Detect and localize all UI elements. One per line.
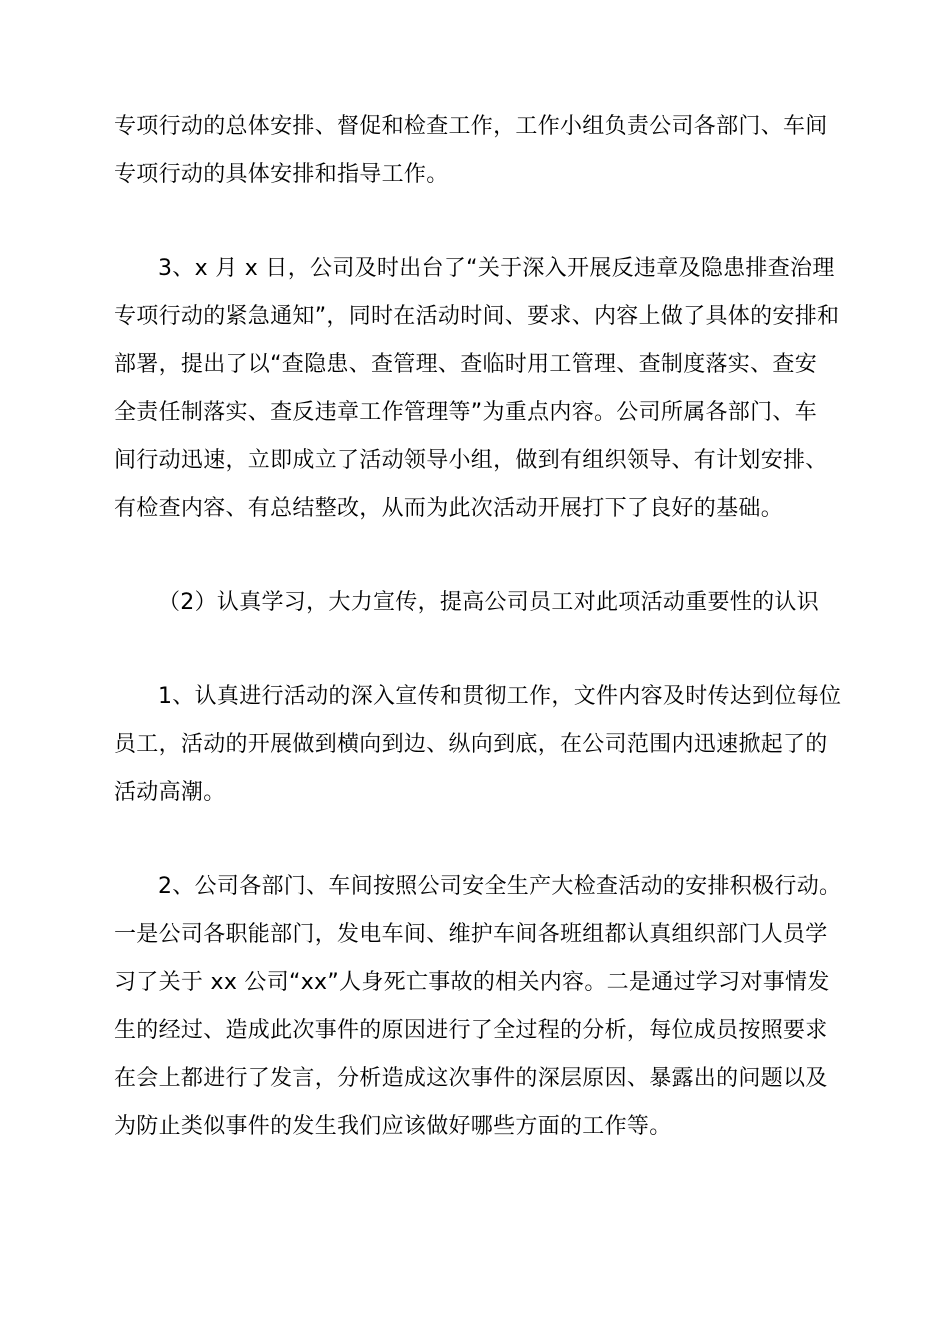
- paragraph: [114, 673, 842, 817]
- text-line: 2、公司各部门、车间按照公司安全生产大检查活动的安排积极行动。: [158, 874, 842, 899]
- text-line: 活动高潮。: [114, 780, 226, 805]
- text-line: 有检查内容、有总结整改，从而为此次活动开展打下了良好的基础。: [114, 496, 784, 521]
- text-line: 部署，提出了以“查隐患、查管理、查临时用工管理、查制度落实、查安: [114, 352, 817, 377]
- text-line: 专项行动的具体安排和指导工作。: [114, 162, 449, 187]
- paragraph: [114, 863, 842, 1151]
- text-line: 全责任制落实、查反违章工作管理等”为重点内容。公司所属各部门、车: [114, 400, 817, 425]
- text-line: 为防止类似事件的发生我们应该做好哪些方面的工作等。: [114, 1114, 672, 1139]
- document-body: [114, 103, 842, 1151]
- paragraph: [114, 245, 838, 533]
- text-line: 专项行动的总体安排、督促和检查工作，工作小组负责公司各部门、车间: [114, 114, 828, 139]
- paragraph-heading: [114, 579, 838, 627]
- text-line: 在会上都进行了发言，分析造成这次事件的深层原因、暴露出的问题以及: [114, 1066, 828, 1091]
- text-line: 一是公司各职能部门，发电车间、维护车间各班组都认真组织部门人员学: [114, 922, 828, 947]
- paragraph: [114, 103, 838, 199]
- text-line: 员工，活动的开展做到横向到边、纵向到底，在公司范围内迅速掀起了的: [114, 732, 828, 757]
- text-line: 1、认真进行活动的深入宣传和贯彻工作，文件内容及时传达到位每位: [158, 684, 842, 709]
- text-line: 间行动迅速，立即成立了活动领导小组，做到有组织领导、有计划安排、: [114, 448, 828, 473]
- text-line: 专项行动的紧急通知”，同时在活动时间、要求、内容上做了具体的安排和: [114, 304, 840, 329]
- text-line: 习了关于 xx 公司“xx”人身死亡事故的相关内容。二是通过学习对事情发: [114, 970, 830, 995]
- text-line: 生的经过、造成此次事件的原因进行了全过程的分析，每位成员按照要求: [114, 1018, 828, 1043]
- section-heading: （2）认真学习，大力宣传，提高公司员工对此项活动重要性的认识: [158, 590, 819, 615]
- text-line: 3、x 月 x 日，公司及时出台了“关于深入开展反违章及隐患排查治理: [158, 256, 835, 281]
